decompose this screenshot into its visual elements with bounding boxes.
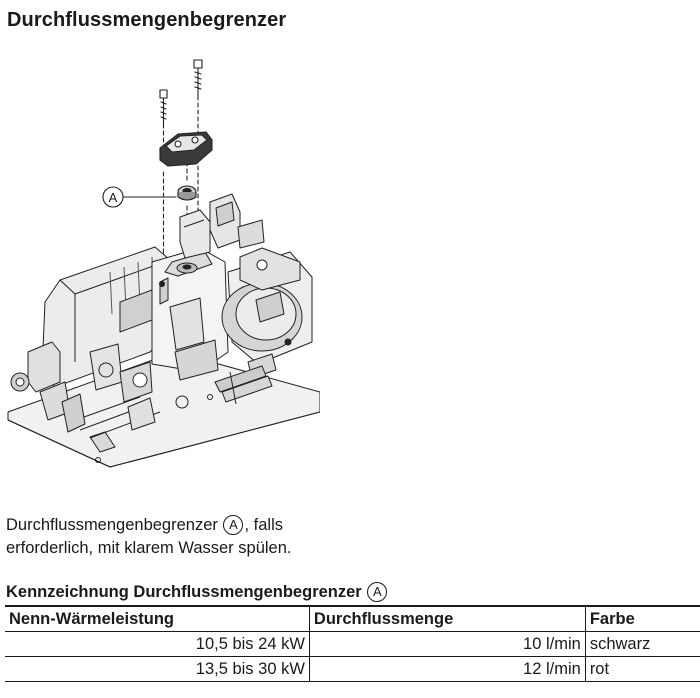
instruction-text-after: , falls	[244, 516, 283, 534]
flow-limiter-installation-drawing	[0, 52, 320, 477]
instruction-text-before: Durchflussmengenbegrenzer	[6, 516, 218, 534]
clamp-bracket	[160, 132, 212, 166]
table-title	[6, 582, 388, 602]
callout-label-a: A	[108, 190, 118, 205]
page-title: Durchflussmengenbegrenzer	[7, 9, 287, 31]
cell-color: schwarz	[585, 632, 700, 657]
table-title-text: Kennzeichnung Durchflussmengenbegrenzer	[6, 583, 362, 601]
flow-limiter-insert	[178, 186, 196, 200]
cell-flow-rate: 10 l/min	[309, 632, 585, 657]
screw-left	[160, 90, 167, 124]
table-header-row	[5, 606, 700, 632]
flow-limiter-table	[5, 605, 700, 682]
screw-right	[194, 60, 202, 96]
cell-rated-heat-output: 13,5 bis 30 kW	[5, 657, 309, 682]
marker-a: A	[223, 515, 243, 535]
table-title-marker-a: A	[367, 582, 387, 602]
cell-rated-heat-output: 10,5 bis 24 kW	[5, 632, 309, 657]
table-row	[5, 657, 700, 682]
instruction-text	[6, 514, 426, 560]
header-rated-heat-output: Nenn-Wärmeleistung	[5, 606, 309, 632]
circulation-pump	[222, 248, 312, 378]
cell-flow-rate: 12 l/min	[309, 657, 585, 682]
table-row	[5, 632, 700, 657]
cell-color: rot	[585, 657, 700, 682]
instruction-text-line2: erforderlich, mit klarem Wasser spülen.	[6, 539, 292, 557]
header-flow-rate: Durchflussmenge	[309, 606, 585, 632]
header-color: Farbe	[585, 606, 700, 632]
sensor-fitting	[210, 194, 264, 248]
